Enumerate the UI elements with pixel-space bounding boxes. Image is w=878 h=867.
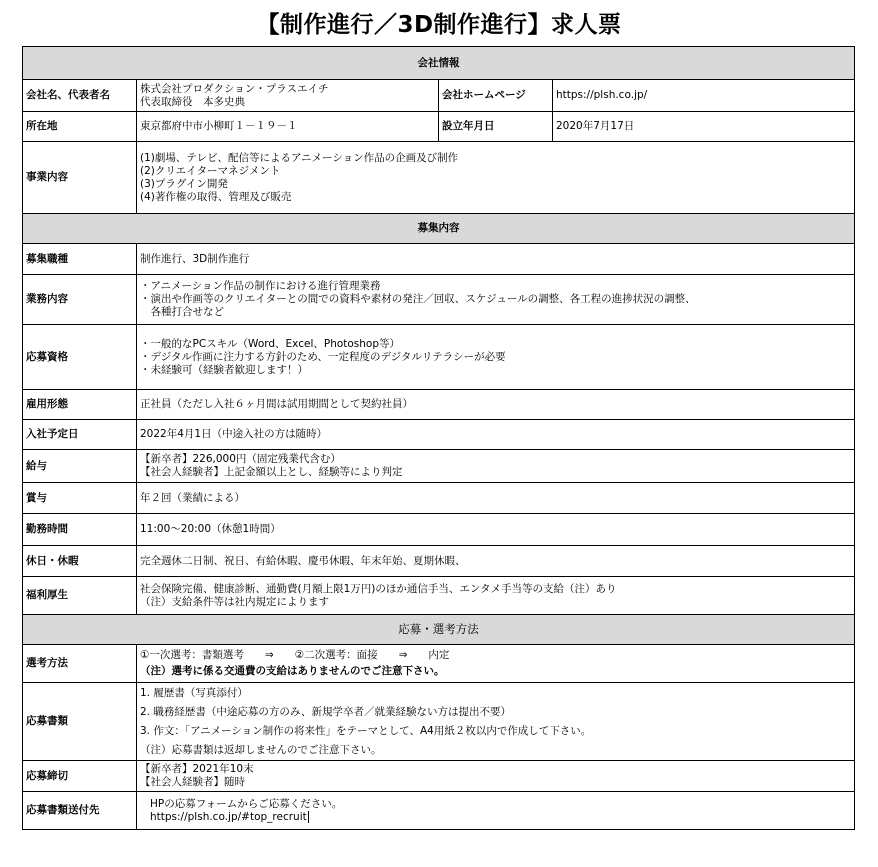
- address-value: 東京都府中市小柳町１－１９－１: [137, 112, 439, 142]
- recruit-row-line: ・未経験可（経験者歓迎します！）: [140, 363, 308, 376]
- recruit-row-value: [137, 244, 855, 275]
- company-name-row: [23, 80, 855, 112]
- business-value: [137, 142, 855, 214]
- recruit-row-value: [137, 420, 855, 450]
- apply-section-header-row: [23, 615, 855, 645]
- method-label: 選考方法: [23, 645, 137, 683]
- documents-line: 3. 作文：「アニメーション制作の将来性」をテーマとして、A4用紙２枚以内で作成して下さい。: [140, 724, 592, 737]
- recruit-row: [23, 244, 855, 275]
- recruit-row-label: 勤務時間: [23, 514, 137, 546]
- recruit-url[interactable]: https://plsh.co.jp/#top_recruit: [150, 810, 307, 823]
- recruit-row-value: [137, 275, 855, 325]
- founded-value: 2020年7月17日: [553, 112, 855, 142]
- recruit-row-label: 募集職種: [23, 244, 137, 275]
- sendto-url-line[interactable]: [140, 811, 851, 824]
- recruit-row-label: 給与: [23, 450, 137, 483]
- recruit-row-line: ・演出や作画等のクリエイターとの間での資料や素材の発注／回収、スケジュールの調整、各工程の進捗状況の調整、: [140, 293, 696, 305]
- recruit-row-value: [137, 450, 855, 483]
- deadline-label: 応募締切: [23, 761, 137, 792]
- recruit-row-line: 各種打合せなど: [140, 306, 224, 318]
- method-value: [137, 645, 855, 683]
- address-row: [23, 112, 855, 142]
- representative-line: 代表取締役 本多史典: [140, 95, 245, 108]
- homepage-label: 会社ホームページ: [439, 80, 553, 112]
- recruit-row-line: （注）支給条件等は社内規定によります: [140, 595, 329, 608]
- sendto-row: [23, 792, 855, 830]
- documents-row: [23, 683, 855, 761]
- recruit-row: [23, 514, 855, 546]
- recruit-row-value: [137, 483, 855, 514]
- recruit-row-value: [137, 577, 855, 615]
- deadline-line: 【社会人経験者】随時: [140, 776, 245, 788]
- business-line: (4)著作権の取得、管理及び販売: [140, 190, 292, 203]
- deadline-line: 【新卒者】2021年10末: [140, 763, 254, 775]
- recruit-row-line: 11:00～20:00（休憩1時間）: [140, 523, 281, 535]
- recruit-row-value: [137, 514, 855, 546]
- documents-line: 2. 職務経歴書（中途応募の方のみ、新規学卒者／就業経験ない方は提出不要）: [140, 705, 511, 718]
- recruit-row: [23, 483, 855, 514]
- company-section-heading: 会社情報: [23, 47, 855, 80]
- recruit-row-label: 業務内容: [23, 275, 137, 325]
- recruit-row-label: 入社予定日: [23, 420, 137, 450]
- recruit-row-line: 正社員（ただし入社６ヶ月間は試用期間として契約社員）: [140, 398, 413, 410]
- job-posting-table: [22, 46, 855, 830]
- recruit-row-value: [137, 390, 855, 420]
- recruit-row-value: [137, 325, 855, 390]
- recruit-row-label: 賞与: [23, 483, 137, 514]
- homepage-value: https://plsh.co.jp/: [553, 80, 855, 112]
- recruit-section-header-row: [23, 214, 855, 244]
- sendto-label: 応募書類送付先: [23, 792, 137, 830]
- recruit-row-line: ・アニメーション作品の制作における進行管理業務: [140, 280, 381, 292]
- recruit-row-label: 休日・休暇: [23, 546, 137, 577]
- business-label: 事業内容: [23, 142, 137, 214]
- recruit-row: [23, 275, 855, 325]
- recruit-row-line: 完全週休二日制、祝日、有給休暇、慶弔休暇、年末年始、夏期休暇、: [140, 554, 466, 567]
- recruit-row: [23, 325, 855, 390]
- founded-label: 設立年月日: [439, 112, 553, 142]
- documents-line: 1. 履歴書（写真添付）: [140, 686, 248, 699]
- recruit-row: [23, 420, 855, 450]
- recruit-row: [23, 577, 855, 615]
- documents-line: （注）応募書類は返却しませんのでご注意下さい。: [140, 743, 382, 756]
- recruit-row-line: 年２回（業績による）: [140, 491, 245, 504]
- recruit-row-label: 福利厚生: [23, 577, 137, 615]
- apply-section-heading: 応募・選考方法: [23, 615, 855, 645]
- business-line: (2)クリエイターマネジメント: [140, 164, 281, 177]
- recruit-row-label: 応募資格: [23, 325, 137, 390]
- business-line: (3)プラグイン開発: [140, 177, 228, 190]
- recruit-row: [23, 546, 855, 577]
- sendto-line: HPの応募フォームからご応募ください。: [150, 797, 343, 810]
- recruit-row-line: 【社会人経験者】上記金額以上とし、経験等により判定: [140, 466, 403, 478]
- text-cursor: [308, 811, 309, 823]
- recruit-row-line: 2022年4月1日（中途入社の方は随時）: [140, 428, 328, 440]
- business-line: (1)劇場、テレビ、配信等によるアニメーション作品の企画及び制作: [140, 151, 459, 164]
- company-name-line: 株式会社プロダクション・プラスエイチ: [140, 82, 329, 95]
- method-line: ①一次選考：書類選考 ⇒ ②二次選考：面接 ⇒ 内定: [140, 649, 450, 661]
- recruit-row-line: ・デジタル作画に注力する方針のため、一定程度のデジタルリテラシーが必要: [140, 350, 506, 363]
- deadline-row: [23, 761, 855, 792]
- address-label: 所在地: [23, 112, 137, 142]
- method-note: （注）選考に係る交通費の支給はありませんのでご注意下さい。: [140, 665, 445, 677]
- recruit-row-line: 制作進行、3D制作進行: [140, 252, 250, 265]
- recruit-row: [23, 450, 855, 483]
- business-row: [23, 142, 855, 214]
- recruit-row-value: [137, 546, 855, 577]
- recruit-row-label: 雇用形態: [23, 390, 137, 420]
- company-name-value: [137, 80, 439, 112]
- document-title: 【制作進行／3D制作進行】求人票: [256, 12, 622, 38]
- sendto-value[interactable]: [137, 792, 855, 830]
- recruit-row-line: ・一般的なPCスキル（Word、Excel、Photoshop等）: [140, 337, 401, 350]
- recruit-row-line: 【新卒者】226,000円（固定残業代含む）: [140, 453, 341, 465]
- documents-label: 応募書類: [23, 683, 137, 761]
- documents-value: [137, 683, 855, 761]
- company-name-label: 会社名、代表者名: [23, 80, 137, 112]
- deadline-value: [137, 761, 855, 792]
- company-section-header-row: [23, 47, 855, 80]
- method-row: [23, 645, 855, 683]
- recruit-row-line: 社会保険完備、健康診断、通勤費(月額上限1万円)のほか通信手当、エンタメ手当等の支給（注）あり: [140, 582, 617, 595]
- recruit-row: [23, 390, 855, 420]
- recruit-section-heading: 募集内容: [23, 214, 855, 244]
